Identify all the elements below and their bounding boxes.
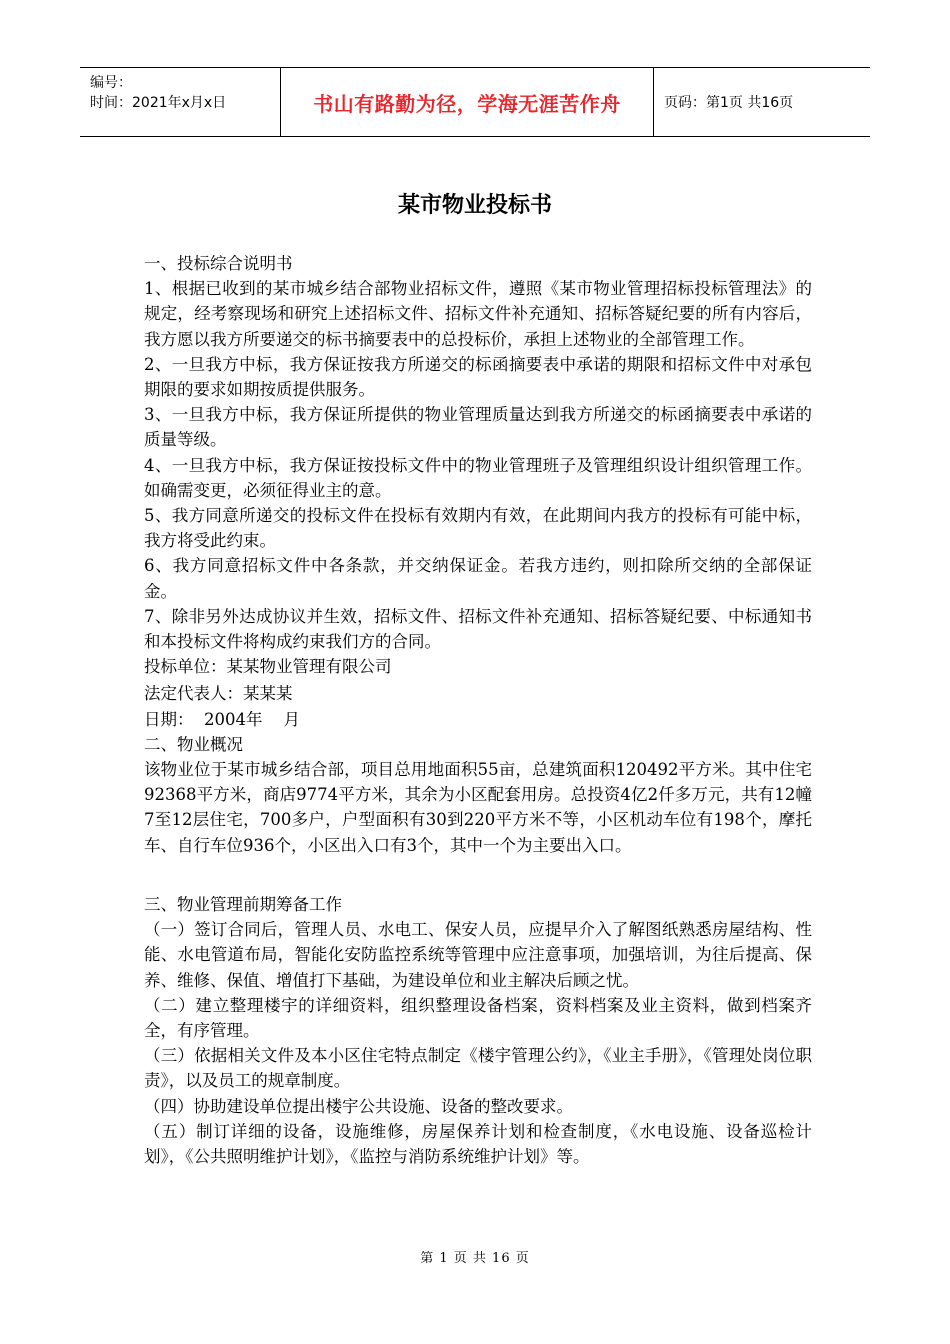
section-heading: 三、物业管理前期筹备工作 — [144, 895, 342, 915]
section-heading: 二、物业概况 — [144, 734, 243, 754]
paragraph: 7、除非另外达成协议并生效，招标文件、招标文件补充通知、招标答疑纪要、中标通知书和本投标文件将构成约束我们方的合同。 — [144, 606, 812, 652]
paragraph: 3、一旦我方中标，我方保证所提供的物业管理质量达到我方所递交的标函摘要表中承诺的质量等级。 — [144, 405, 812, 450]
paragraph: 5、我方同意所递交的投标文件在投标有效期内有效，在此期间内我方的投标有可能中标，我方将受此约束。 — [144, 506, 812, 551]
time-label: 时间：2021年x月x日 — [90, 95, 227, 111]
paragraph: （二）建立整理楼宇的详细资料，组织整理设备档案，资料档案及业主资料，做到档案齐全，有序管理。 — [144, 995, 812, 1041]
header-meta-cell — [80, 68, 281, 136]
page-info: 页码：第1页 共16页 — [664, 95, 794, 111]
paragraph: （三）依据相关文件及本小区住宅特点制定《楼宇管理公约》，《业主手册》，《管理处岗位职责》，以及员工的规章制度。 — [144, 1046, 812, 1091]
paragraph: 6、我方同意招标文件中各条款，并交纳保证金。若我方违约，则扣除所交纳的全部保证金。 — [144, 556, 812, 601]
document-title: 某市物业投标书 — [397, 193, 552, 218]
header-page-cell — [654, 68, 870, 136]
bidder-line: 投标单位：某某物业管理有限公司 — [144, 657, 392, 677]
paragraph: （一）签订合同后，管理人员、水电工、保安人员，应提早介入了解图纸熟悉房屋结构、性能、水电管道布局，智能化安防监控系统等管理中应注意事项，加强培训，为往后提高、保养、维修、保值、增值打下基础，为建设单位和业主解决后顾之忧。 — [144, 920, 812, 990]
page-footer: 第 1 页 共 16 页 — [420, 1251, 530, 1266]
paragraph: 1、根据已收到的某市城乡结合部物业招标文件，遵照《某市物业管理招标投标管理法》的规定，经考察现场和研究上述招标文件、招标文件补充通知、招标答疑纪要的所有内容后，我方愿以我方所要递交的标书摘要表中的总投标价，承担上述物业的全部管理工作。 — [144, 279, 812, 349]
motto-text: 书山有路勤为径，学海无涯苦作舟 — [313, 91, 621, 116]
section-heading: 一、投标综合说明书 — [144, 254, 293, 273]
paragraph: 该物业位于某市城乡结合部，项目总用地面积55亩，总建筑面积120492平方米。其中住宅92368平方米，商店9774平方米，其余为小区配套用房。总投资4亿2仟多万元，共有12幢7至12层住宅，700多户，户型面积有30到220平方米不等，小区机动车位有198个，摩托车、自行车位936个，小区出入口有3个，其中一个为主要出入口。 — [144, 760, 812, 855]
document-body — [144, 251, 812, 1169]
representative-line: 法定代表人：某某某 — [144, 684, 293, 704]
page-header — [80, 67, 870, 137]
paragraph: 4、一旦我方中标，我方保证按投标文件中的物业管理班子及管理组织设计组织管理工作。如确需变更，必须征得业主的意。 — [144, 455, 812, 500]
paragraph: （四）协助建设单位提出楼宇公共设施、设备的整改要求。 — [144, 1096, 573, 1116]
number-label: 编号： — [90, 75, 132, 91]
blank-line — [144, 858, 812, 883]
header-motto-cell — [281, 68, 654, 136]
paragraph: 2、一旦我方中标，我方保证按我方所递交的标函摘要表中承诺的期限和招标文件中对承包期限的要求如期按质提供服务。 — [144, 354, 812, 400]
date-line: 日期： 2004年 月 — [144, 709, 300, 729]
paragraph: （五）制订详细的设备，设施维修，房屋保养计划和检查制度，《水电设施、设备巡检计划》，《公共照明维护计划》，《监控与消防系统维护计划》等。 — [144, 1121, 812, 1167]
